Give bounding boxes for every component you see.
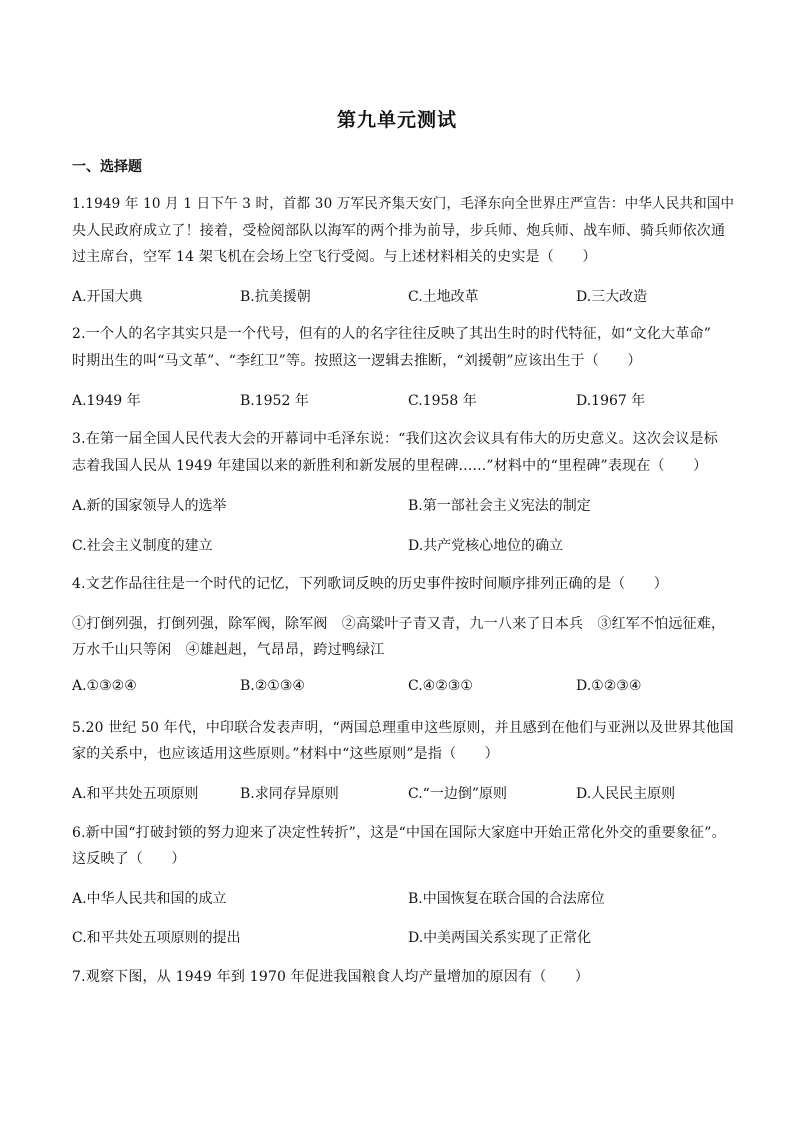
question-1-option-a[interactable]: A.开国大典 (72, 289, 143, 305)
question-7-line-1: 7.观察下图，从 1949 年到 1970 年促进我国粮食人均产量增加的原因有（ ） (72, 969, 590, 985)
question-3-line-1: 3.在第一届全国人民代表大会的开幕词中毛泽东说：“我们这次会议具有伟大的历史意义。这次会议是标 (72, 431, 718, 447)
question-6-line-1: 6.新中国“打破封锁的努力迎来了决定性转折”，这是“中国在国际大家庭中开始正常化外交的重要象征”。 (72, 825, 726, 841)
question-4-line-3: 万水千山只等闲 ④雄赳赳，气昂昂，跨过鸭绿江 (72, 642, 385, 658)
page-title: 第九单元测试 (336, 109, 457, 131)
question-1-line-3: 过主席台，空军 14 架飞机在会场上空飞行受阅。与上述材料相关的史实是（ ） (72, 249, 597, 265)
question-1-option-c[interactable]: C.土地改革 (408, 289, 479, 305)
question-6-option-a[interactable]: A.中华人民共和国的成立 (72, 891, 227, 907)
question-6-line-2: 这反映了（ ） (72, 851, 186, 867)
question-5-option-c[interactable]: C.“一边倒”原则 (408, 786, 507, 802)
question-2-line-1: 2.一个人的名字其实只是一个代号，但有的人的名字往往反映了其出生时的时代特征，如“文化大革命” (72, 326, 712, 342)
question-6-option-d[interactable]: D.中美两国关系实现了正常化 (408, 930, 592, 946)
question-2-option-a[interactable]: A.1949 年 (72, 393, 141, 409)
question-5-option-d[interactable]: D.人民民主原则 (576, 786, 676, 802)
question-2-option-c[interactable]: C.1958 年 (408, 393, 477, 409)
question-3-option-d[interactable]: D.共产党核心地位的确立 (408, 538, 564, 554)
question-1-option-b[interactable]: B.抗美援朝 (240, 289, 311, 305)
question-1-option-d[interactable]: D.三大改造 (576, 289, 648, 305)
question-5-option-a[interactable]: A.和平共处五项原则 (72, 786, 199, 802)
question-1-line-2: 央人民政府成立了！接着，受检阅部队以海军的两个排为前导，步兵师、炮兵师、战车师、骑兵师依次通 (72, 223, 726, 239)
question-3-line-2: 志着我国人民从 1949 年建国以来的新胜利和新发展的里程碑......”材料中的“里程碑”表现在（ ） (72, 458, 708, 474)
question-4-option-c[interactable]: C.④②③① (408, 678, 473, 694)
question-4-option-d[interactable]: D.①②③④ (576, 678, 642, 694)
question-3-option-a[interactable]: A.新的国家领导人的选举 (72, 498, 227, 514)
question-4-option-b[interactable]: B.②①③④ (240, 678, 305, 694)
question-1-line-1: 1.1949 年 10 月 1 日下午 3 时，首都 30 万军民齐集天安门，毛泽东向全世界庄严宣告：中华人民共和国中 (72, 196, 735, 212)
question-6-option-c[interactable]: C.和平共处五项原则的提出 (72, 930, 241, 946)
question-5-option-b[interactable]: B.求同存异原则 (240, 786, 339, 802)
question-4-line-2: ①打倒列强，打倒列强，除军阀，除军阀 ②高粱叶子青又青，九一八来了日本兵 ③红军不怕远征难， (72, 616, 726, 632)
question-2-line-2: 时期出生的叫“马文革”、“李红卫”等。按照这一逻辑去推断，“刘援朝”应该出生于（ ） (72, 353, 642, 369)
question-2-option-d[interactable]: D.1967 年 (576, 393, 646, 409)
question-3-option-b[interactable]: B.第一部社会主义宪法的制定 (408, 498, 591, 514)
question-6-option-b[interactable]: B.中国恢复在联合国的合法席位 (408, 891, 605, 907)
question-4-line-1: 4.文艺作品往往是一个时代的记忆，下列歌词反映的历史事件按时间顺序排列正确的是（ ） (72, 576, 668, 592)
question-5-line-2: 家的关系中，也应该适用这些原则。”材料中“这些原则”是指（ ） (72, 746, 499, 762)
section-heading: 一、选择题 (72, 159, 142, 175)
question-2-option-b[interactable]: B.1952 年 (240, 393, 309, 409)
question-5-line-1: 5.20 世纪 50 年代，中印联合发表声明，“两国总理重申这些原则，并且感到在他们与亚洲以及世界其他国 (72, 720, 734, 736)
question-3-option-c[interactable]: C.社会主义制度的建立 (72, 538, 213, 554)
question-4-option-a[interactable]: A.①③②④ (72, 678, 137, 694)
